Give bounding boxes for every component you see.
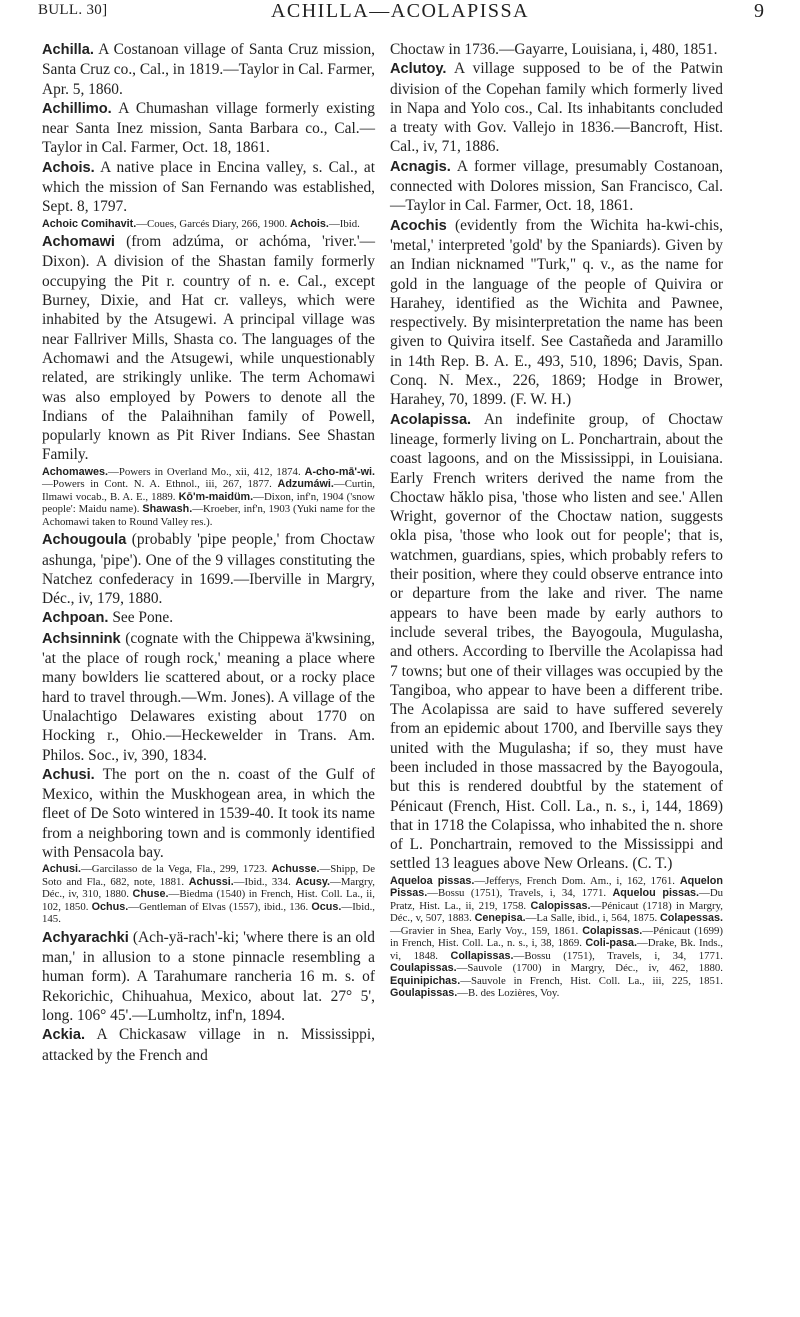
entry-text: (Ach-yä-rach'-ki; 'where there is an old man,' in allusion to a stone pinnacle resembling a human form). A Tarahumare rancheria 16 m. s. of Rekorichic, Chihuahua, Mexico, about lat. 27° 5', long. 106° 45'.—Lumholtz, inf'n, 1894. — [42, 928, 375, 1024]
synonym-form: Coulapissas. — [390, 962, 457, 975]
synonym-citation: —Kroeber, inf'n, 1903 (Yuki name for the Achomawi taken to Round Valley res.). — [42, 503, 375, 528]
synonym-form: Achomawes. — [42, 465, 109, 478]
entry-headword: Achsinnink — [42, 630, 121, 647]
dictionary-entry — [42, 40, 375, 99]
entry-text: A Chumashan village formerly existing near Santa Inez mission, Santa Barbara co., Cal.—Taylor in Cal. Farmer, Oct. 18, 1861. — [42, 99, 375, 157]
synonym-form: Aqueloa pissas. — [390, 874, 475, 887]
entry-text: (cognate with the Chippewa ä'kwsining, 'at the place of rough rock,' meaning a place where many bowlders lie scattered about, or a rocky place hard to travel through.—Wm. Jones). A village of the Unalachtigo Delawares existing about 1770 on Hocking r., Ohio.—Heckewelder in Trans. Am. Philos. Soc., iv, 390, 1834. — [42, 629, 375, 764]
synonym-citation: —Bossu (1751), Travels, i, 34, 1771. — [513, 949, 723, 962]
synonym-form: Calopissas. — [530, 899, 591, 912]
synonym-form: Achussi. — [188, 875, 234, 888]
synonym-citation: —Gravier in Shea, Early Voy., 159, 1861. — [390, 924, 579, 937]
synonymy-references — [42, 466, 375, 529]
synonym-form: Colapessas. — [660, 912, 724, 925]
entry-text: The port on the n. coast of the Gulf of Mexico, within the Muskhogean area, in which the fleet of De Soto wintered in 1539-40. It took its name from a neighboring town and is commonly identified with Pensacola bay. — [42, 765, 375, 861]
synonym-citation: —Margry, Déc., iv, 310, 1880. — [42, 875, 376, 901]
synonym-citation: —Drake, Bk. Inds., vi, 1848. — [390, 937, 724, 962]
synonym-form: Adzumáwi. — [277, 478, 334, 491]
dictionary-entry — [390, 157, 723, 216]
entry-text: Choctaw in 1736.—Gayarre, Louisiana, i, 480, 1851. — [390, 41, 718, 58]
entry-headword: Acochis — [390, 217, 447, 234]
dictionary-entry — [390, 216, 723, 410]
synonym-citation: —Ibid., 145. — [42, 900, 375, 926]
running-head: ACHILLA—ACOLAPISSA — [270, 0, 530, 22]
synonym-form: Cenepisa. — [474, 912, 526, 925]
entry-headword: Achusi. — [42, 766, 95, 783]
entry-headword: Aclutoy. — [390, 61, 447, 78]
entry-headword: Achpoan. — [42, 610, 109, 627]
synonym-citation: —Ibid. — [328, 217, 360, 230]
synonym-citation: —Sauvole in French, Hist. Coll. La., iii, 225, 1851. — [460, 974, 723, 987]
synonym-citation: —Biedma (1540) in French, Hist. Coll. La., ii, 102, 1850. — [42, 888, 376, 913]
entry-headword: Acnagis. — [390, 158, 451, 175]
left-column — [42, 40, 375, 1065]
entry-headword: Achougoula — [42, 532, 127, 549]
synonym-form: Achusi. — [42, 863, 81, 876]
entry-headword: Acolapissa. — [390, 411, 472, 428]
synonym-form: Goulapissas. — [390, 987, 458, 1000]
synonym-citation: —Ibid., 334. — [233, 875, 291, 888]
entry-headword: Ackia. — [42, 1027, 85, 1044]
dictionary-entry — [42, 530, 375, 608]
dictionary-entry — [42, 765, 375, 862]
synonym-citation: —Pénicaut (1699) in French, Hist. Coll. La., n. s., i, 38, 1869. — [390, 924, 723, 950]
synonym-citation: —Bossu (1751), Travels, i, 34, 1771. — [427, 887, 607, 900]
entry-headword: Achomawi — [42, 234, 115, 251]
synonym-form: Achusse. — [271, 863, 320, 876]
bulletin-label: BULL. 30] — [38, 2, 108, 18]
synonym-form: Ochus. — [91, 900, 129, 913]
entry-text: A village supposed to be of the Patwin division of the Copehan family which formerly lived in Napa and Yolo cos., Cal. Its inhabitants concluded a treaty with Gov. Vallejo in 1836.—Bancroft, Hist. Cal., iv, 71, 1886. — [390, 60, 723, 156]
synonym-form: Chuse. — [132, 888, 169, 901]
synonym-citation: —Garcilasso de la Vega, Fla., 299, 1723. — [81, 863, 268, 876]
entry-text: (probably 'pipe people,' from Choctaw ashunga, 'pipe'). One of the 9 villages constituting the Natchez confederacy in 1699.—Iberville in Margry, Déc., iv, 179, 1880. — [42, 531, 375, 608]
synonym-citation: —Curtin, Ilmawi vocab., B. A. E., 1889. — [42, 478, 376, 503]
entry-headword: Achyarachki — [42, 929, 129, 946]
synonym-form: Collapissas. — [450, 949, 514, 962]
dictionary-entry — [42, 629, 375, 765]
synonym-citation: —Powers in Cont. N. A. Ethnol., iii, 267, 1877. — [42, 478, 272, 491]
entry-text: (evidently from the Wichita ha-kwi-chis, 'metal,' interpreted 'gold' by the Spaniards). Given by an Indian nicknamed "Turk," q. v., as the name for gold in the language of the people of Quivira or Harahey, identified as the Wichita and Pawnee, respectively. By misinterpretation the name has been given to Quivira itself. See Castañeda and Jaramillo in 14th Rep. B. A. E., 493, 510, 1896; Davis, Span. Conq. N. Mex., 226, 1869; Hodge in Brower, Harahey, 70, 1899. (F. W. H.) — [390, 216, 723, 409]
synonym-citation: —B. des Lozières, Voy. — [457, 987, 560, 1000]
synonym-form: Achois. — [289, 217, 329, 230]
synonym-form: A-cho-mā'-wi. — [304, 465, 375, 478]
synonymy-references — [390, 875, 723, 1000]
dictionary-entry — [42, 608, 375, 628]
synonym-form: Ocus. — [311, 900, 342, 913]
synonym-citation: —La Salle, ibid., i, 564, 1875. — [525, 912, 658, 925]
synonym-citation: —Shipp, De Soto and Fla., 682, note, 1881. — [42, 863, 375, 888]
dictionary-entry — [390, 59, 723, 156]
synonym-form: Aquelou pissas. — [612, 887, 700, 900]
synonym-form: Aquelon Pissas. — [390, 874, 723, 900]
synonym-citation: —Coues, Garcés Diary, 266, 1900. — [136, 217, 288, 230]
synonym-citation: —Gentleman of Elvas (1557), ibid., 136. — [128, 900, 309, 913]
entry-text: (from adzúma, or achóma, 'river.'—Dixon). A division of the Shastan family formerly occupying the Pit r. country of n. e. Cal., except Burney, Dixie, and Hat cr. valleys, which were inhabited by the Atsugewi. A principal village was near Fallriver Mills, Shasta co. The languages of the Achomawi and the Atsugewi, while unquestionably related, are strikingly unlike. The term Achomawi was also employed by Powers to denote all the Indians of the Palaihnihan family of Powell, popularly known as Pit River Indians. See Shastan Family. — [42, 233, 375, 464]
dictionary-entry — [42, 99, 375, 158]
entry-text: A Chickasaw village in n. Mississippi, attacked by the French and — [42, 1026, 375, 1064]
synonym-form: Shawash. — [142, 503, 193, 516]
page-number: 9 — [754, 0, 764, 22]
entry-headword: Achilla. — [42, 42, 94, 58]
synonym-form: Achoic Comihavit. — [42, 217, 137, 230]
right-column — [390, 40, 723, 1002]
entry-text: See Pone. — [112, 609, 174, 627]
synonym-form: Equinipichas. — [390, 974, 461, 987]
synonym-citation: —Du Pratz, Hist. La., ii, 219, 1758. — [390, 887, 724, 912]
synonym-form: Acusy. — [295, 875, 331, 888]
synonymy-references — [42, 863, 375, 926]
entry-headword: Achois. — [42, 159, 95, 176]
synonym-form: Coli-pasa. — [585, 937, 637, 950]
synonym-citation: —Powers in Overland Mo., xii, 412, 1874. — [108, 465, 301, 478]
synonym-citation: —Jefferys, French Dom. Am., i, 162, 1761. — [474, 874, 675, 887]
dictionary-entry — [42, 158, 375, 217]
entry-text: An indefinite group, of Choctaw lineage, formerly living on L. Ponchartrain, about the coast lagoons, and on the Mississippi, in Louisiana. Early French writers derived the name from the Choctaw hăklo pisa, 'those who listen and see.' Allen Wright, governor of the Choctaw nation, suggests okla pisa, 'those who look out for people'; that is, watchmen, guardians, spies, which probably refers to their position, where they could observe entrance into or departure from the lake and river. The name appears to have been made by early authors to include several tribes, the Bayogoula, Mugulasha, and others. According to Iberville the Acolapissa had 7 towns; but one of their villages was occupied by the Tangiboa, who appear to have been a different tribe. The Acolapissa are said to have suffered severely from an epidemic about 1700, and Iberville says they united with the Mugulasha; if so, they must have been included in those massacred by the Bayogoula, but this is rendered doubtful by the statement of Pénicaut (French, Hist. Coll. La., n. s., i, 144, 1869) that in 1718 the Colapissa, who inhabited the n. shore of L. Ponchartrain, removed to the Mississippi and settled 13 leagues above New Orleans. (C. T.) — [390, 410, 723, 873]
entry-headword: Achillimo. — [42, 100, 112, 117]
entry-text: A former village, presumably Costanoan, connected with Dolores mission, San Francisco, Cal.—Taylor in Cal. Farmer, Oct. 18, 1861. — [390, 157, 724, 215]
dictionary-entry — [42, 928, 375, 1025]
synonym-citation: —Dixon, inf'n, 1904 ('snow people': Maidu name). — [42, 490, 375, 516]
dictionary-entry — [42, 1025, 375, 1065]
dictionary-entry — [390, 410, 723, 874]
entry-text: A Costanoan village of Santa Cruz mission, Santa Cruz co., Cal., in 1819.—Taylor in Cal. Farmer, Apr. 5, 1860. — [42, 41, 375, 98]
synonym-form: Colapissas. — [582, 924, 643, 937]
dictionary-entry — [390, 40, 723, 59]
entry-text: A native place in Encina valley, s. Cal., at which the mission of San Fernando was established, Sept. 8, 1797. — [42, 158, 375, 216]
synonym-form: Kō'm-maidüm. — [178, 490, 254, 503]
dictionary-entry — [42, 232, 375, 465]
synonym-citation: —Pénicaut (1718) in Margry, Déc., v, 507, 1883. — [390, 899, 723, 925]
synonymy-references — [42, 218, 375, 231]
synonym-citation: —Sauvole (1700) in Margry, Déc., iv, 462, 1880. — [456, 962, 723, 975]
